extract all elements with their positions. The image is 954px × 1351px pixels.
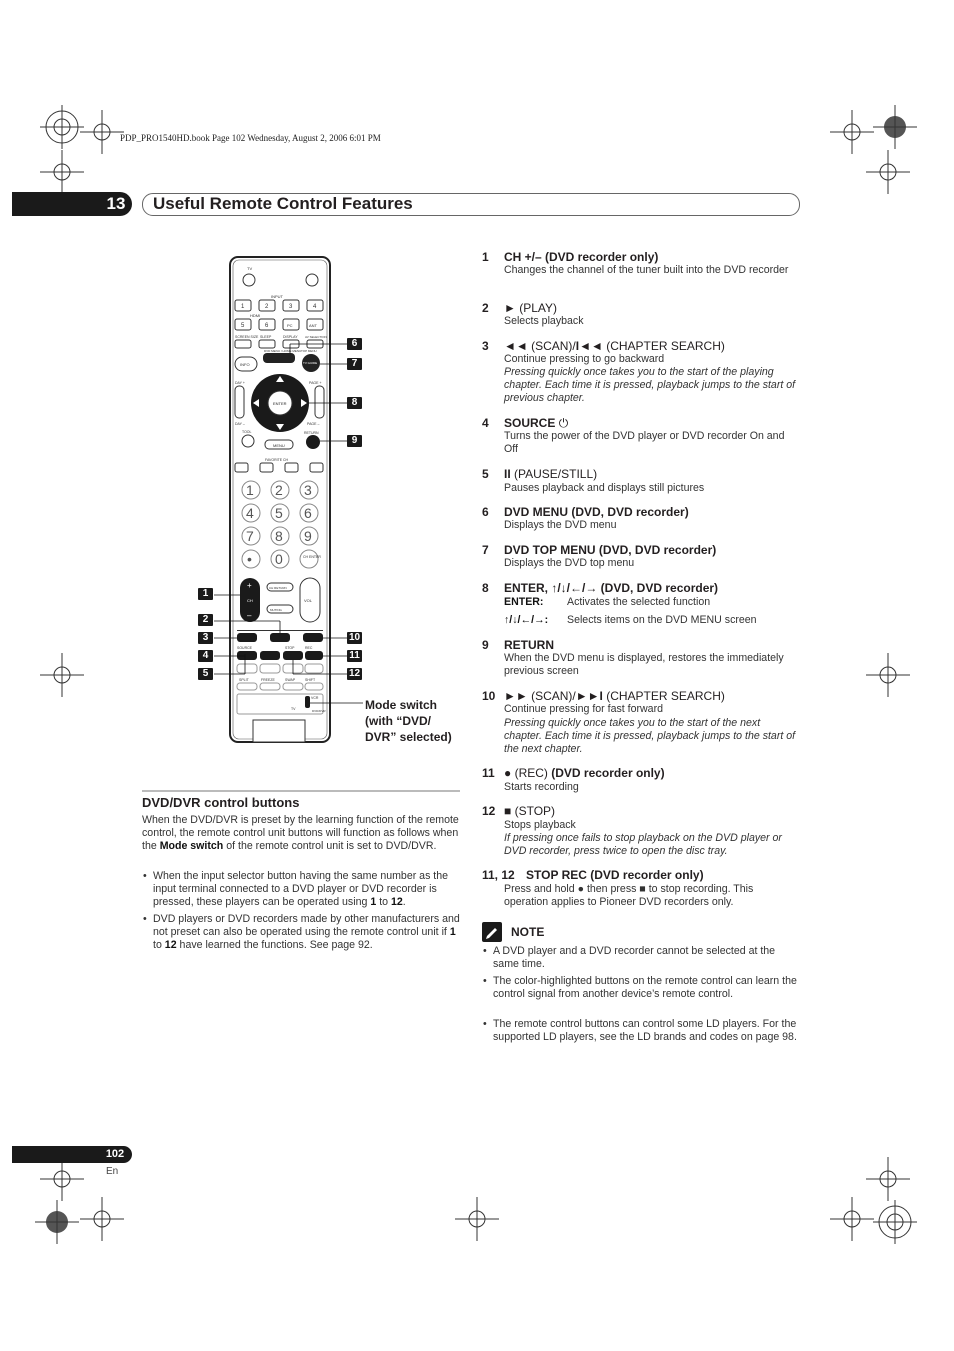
item-number: 11, 12 — [482, 868, 515, 882]
item-title: ENTER, ↑/↓/←/→ (DVD, DVD recorder) — [504, 581, 719, 595]
registration-mark-icon — [455, 1197, 499, 1241]
remote-label-tv-mode: TV — [291, 707, 296, 711]
callout-5: 5 — [198, 668, 213, 680]
remote-label-tv-guide: TV GUIDE — [303, 361, 318, 365]
item-number: 9 — [482, 638, 489, 652]
callout-3: 3 — [198, 632, 213, 644]
remote-label-page-plus: PAGE + — [309, 381, 322, 385]
item-sub-desc: Selects items on the DVD MENU screen — [567, 614, 757, 626]
callout-9: 9 — [347, 435, 362, 447]
remote-label-rec: REC — [305, 646, 313, 650]
remote-digit: 5 — [275, 505, 283, 521]
remote-label-return: RETURN — [304, 431, 319, 435]
registration-mark-icon — [80, 110, 124, 154]
item-desc: When the DVD menu is displayed, restores the immediately previous screen — [504, 652, 784, 677]
item-number: 4 — [482, 416, 489, 430]
item-number: 8 — [482, 581, 489, 595]
callout-7: 7 — [347, 358, 362, 370]
registration-mark-icon — [40, 1157, 84, 1201]
remote-digit: 4 — [246, 505, 254, 521]
item-desc: Stops playback — [504, 819, 576, 831]
callout-4: 4 — [198, 650, 213, 662]
registration-mark-icon — [80, 1197, 124, 1241]
registration-mark-icon — [873, 105, 917, 149]
remote-label-ch-enter: CH ENTER — [303, 555, 321, 559]
registration-mark-icon — [40, 653, 84, 697]
chapter-title: Useful Remote Control Features — [153, 194, 413, 213]
section-rule — [142, 790, 460, 792]
section-intro: When the DVD/DVR is preset by the learning function of the remote control, the remote control unit buttons will function as follows when the Mode switch of the remote control unit is set to DVD/DVR. — [142, 814, 459, 852]
item-number: 1 — [482, 250, 489, 264]
note-bullet: • The remote control buttons can control some LD players. For the supported LD players, see the LD brands and codes on page 98. — [483, 1018, 797, 1043]
registration-mark-icon — [873, 1200, 917, 1244]
mode-switch-label: Mode switch (with “DVD/ DVR” selected) — [365, 698, 452, 744]
svg-text:+: + — [247, 581, 252, 590]
item-number: 2 — [482, 301, 489, 315]
note-title: NOTE — [511, 925, 545, 939]
item-title: ● (REC) (DVD recorder only) — [504, 766, 665, 780]
page-language: En — [106, 1166, 119, 1177]
item-note: Pressing quickly once takes you to the start of the playing chapter. Each time it is pressed, playback jumps to the start of previous chapter. — [504, 366, 796, 404]
item-number: 3 — [482, 339, 489, 353]
remote-digit: 9 — [304, 528, 312, 544]
svg-text:3: 3 — [289, 304, 293, 310]
item-desc: Continue pressing to go backward — [504, 353, 665, 365]
remote-label-source: SOURCE — [237, 646, 252, 650]
svg-text:4: 4 — [313, 304, 317, 310]
item-number: 12 — [482, 804, 496, 818]
chapter-number: 13 — [106, 194, 126, 213]
remote-label-enter: ENTER — [273, 401, 287, 406]
item-title: CH +/– (DVD recorder only) — [504, 250, 659, 264]
remote-label-ch: CH — [247, 598, 253, 603]
svg-text:2: 2 — [265, 304, 269, 310]
callout-8: 8 — [347, 397, 362, 409]
remote-label-av-selection: AV SELECTION — [305, 335, 327, 339]
item-title: DVD TOP MENU (DVD, DVD recorder) — [504, 543, 717, 557]
item-desc: Turns the power of the DVD player or DVD recorder On and Off — [504, 430, 785, 455]
item-number: 6 — [482, 505, 489, 519]
note-bullet: • A DVD player and a DVD recorder cannot be selected at the same time. — [483, 945, 776, 970]
item-title: II (PAUSE/STILL) — [504, 467, 598, 481]
item-title: STOP REC (DVD recorder only) — [526, 868, 704, 882]
remote-digit: 7 — [246, 528, 254, 544]
remote-digit: 6 — [304, 505, 312, 521]
registration-mark-icon — [866, 653, 910, 697]
remote-label-dvd-dvr: DVD/DVR — [312, 709, 326, 713]
remote-label-tv: TV — [247, 266, 253, 271]
remote-label-muting: MUTING — [270, 608, 282, 612]
remote-digit: 0 — [275, 551, 283, 567]
remote-label-ch-return: CH RETURN — [269, 586, 287, 590]
book-file-line: PDP_PRO1540HD.book Page 102 Wednesday, August 2, 2006 6:01 PM — [120, 133, 381, 143]
remote-digit: • — [247, 551, 252, 567]
page-number: 102 — [105, 1148, 125, 1160]
item-sub-label: ↑/↓/←/→: — [504, 614, 549, 626]
item-desc: Changes the channel of the tuner built into the DVD recorder — [504, 264, 789, 276]
registration-mark-icon — [866, 1157, 910, 1201]
remote-digit: 2 — [275, 482, 283, 498]
section-heading: DVD/DVR control buttons — [142, 795, 300, 810]
remote-label-swap: SWAP — [285, 678, 296, 682]
callout-1: 1 — [198, 588, 213, 600]
item-note: If pressing once fails to stop playback on the DVD player or DVD recorder, press twice to open the disc tray. — [504, 832, 782, 857]
item-title: SOURCE ⏻ — [504, 416, 569, 430]
remote-label-menu: MENU — [273, 443, 285, 448]
item-note: Pressing quickly once takes you to the start of the next chapter. Each time it is pressed, playback jumps to the start of the next chapter. — [504, 717, 796, 755]
remote-label-stop: STOP — [285, 646, 295, 650]
remote-label-ant: ANT — [309, 323, 317, 328]
remote-label-display: DISPLAY — [283, 335, 298, 339]
registration-mark-icon — [830, 110, 874, 154]
remote-label-freeze: FREEZE — [261, 678, 275, 682]
section-bullet-1: • When the input selector button having the same number as the input terminal connected to a DVD player or DVD recorder is pressed, these players can be operated using 1 to 12. — [143, 870, 449, 908]
remote-label-input: INPUT — [271, 294, 283, 299]
remote-label-pc: PC — [287, 323, 293, 328]
callout-6: 6 — [347, 338, 362, 350]
remote-label-split: SPLIT — [239, 678, 249, 682]
remote-digit: 8 — [275, 528, 283, 544]
remote-label-shift: SHIFT — [305, 678, 316, 682]
item-number: 7 — [482, 543, 489, 557]
remote-label-info: INFO — [240, 362, 250, 367]
registration-mark-icon — [40, 105, 84, 149]
item-desc: Continue pressing for fast forward — [504, 703, 663, 715]
registration-mark-icon — [35, 1200, 79, 1244]
note-bullet: • The color-highlighted buttons on the remote control can learn the control signal from another device’s remote control. — [483, 975, 797, 1000]
remote-label-screen-size: SCREEN SIZE — [235, 335, 259, 339]
remote-label-dvd-menu: DVD MENU / HOME MENU — [264, 349, 302, 353]
remote-label-tool: TOOL — [242, 430, 252, 434]
item-title: ►► (SCAN)/►►I (CHAPTER SEARCH) — [504, 689, 725, 703]
item-desc: Pauses playback and displays still pictures — [504, 482, 705, 494]
item-desc: Displays the DVD top menu — [504, 557, 635, 569]
registration-mark-icon — [830, 1197, 874, 1241]
item-title: DVD MENU (DVD, DVD recorder) — [504, 505, 689, 519]
item-desc: Displays the DVD menu — [504, 519, 617, 531]
remote-label-vcr: VCR — [311, 696, 319, 700]
note-pencil-icon — [482, 922, 502, 942]
item-number: 11 — [482, 766, 495, 780]
remote-label-day-plus: DAY + — [235, 381, 245, 385]
remote-label-page-minus: PAGE – — [307, 422, 320, 426]
remote-label-day-minus: DAY – — [235, 422, 245, 426]
item-title: ► (PLAY) — [504, 301, 558, 315]
remote-label-favorite-ch: FAVORITE CH — [265, 458, 289, 462]
svg-text:6: 6 — [265, 323, 269, 329]
callout-11: 11 — [347, 650, 362, 662]
remote-label-sleep: SLEEP — [260, 335, 272, 339]
callout-2: 2 — [198, 614, 213, 626]
item-title: RETURN — [504, 638, 554, 652]
remote-label-hdmi: HDMI — [250, 313, 261, 318]
item-desc: Selects playback — [504, 315, 584, 327]
item-sub-label: ENTER: — [504, 596, 544, 608]
item-desc: Starts recording — [504, 781, 579, 793]
remote-digit: 1 — [246, 482, 254, 498]
item-title: ■ (STOP) — [504, 804, 556, 818]
item-number: 5 — [482, 467, 489, 481]
remote-label-top-menu: TOP MENU — [301, 349, 317, 353]
remote-digit: 3 — [304, 482, 312, 498]
item-desc: Press and hold ● then press ■ to stop recording. This operation applies to Pioneer DVD recorders only. — [504, 883, 754, 908]
svg-text:1: 1 — [241, 304, 245, 310]
registration-mark-icon — [40, 150, 84, 194]
svg-text:5: 5 — [241, 323, 245, 329]
item-number: 10 — [482, 689, 496, 703]
item-sub-desc: Activates the selected function — [567, 596, 711, 608]
svg-text:–: – — [247, 611, 252, 620]
section-bullet-2: • DVD players or DVD recorders made by other manufacturers and not preset can also be operated using the remote control unit if 1 to 12 have learned the functions. See page 92. — [143, 913, 460, 951]
remote-label-vol: VOL — [304, 598, 313, 603]
callout-10: 10 — [348, 632, 361, 643]
item-title: ◄◄ (SCAN)/I◄◄ (CHAPTER SEARCH) — [504, 339, 725, 353]
registration-mark-icon — [866, 150, 910, 194]
callout-12: 12 — [348, 668, 361, 679]
